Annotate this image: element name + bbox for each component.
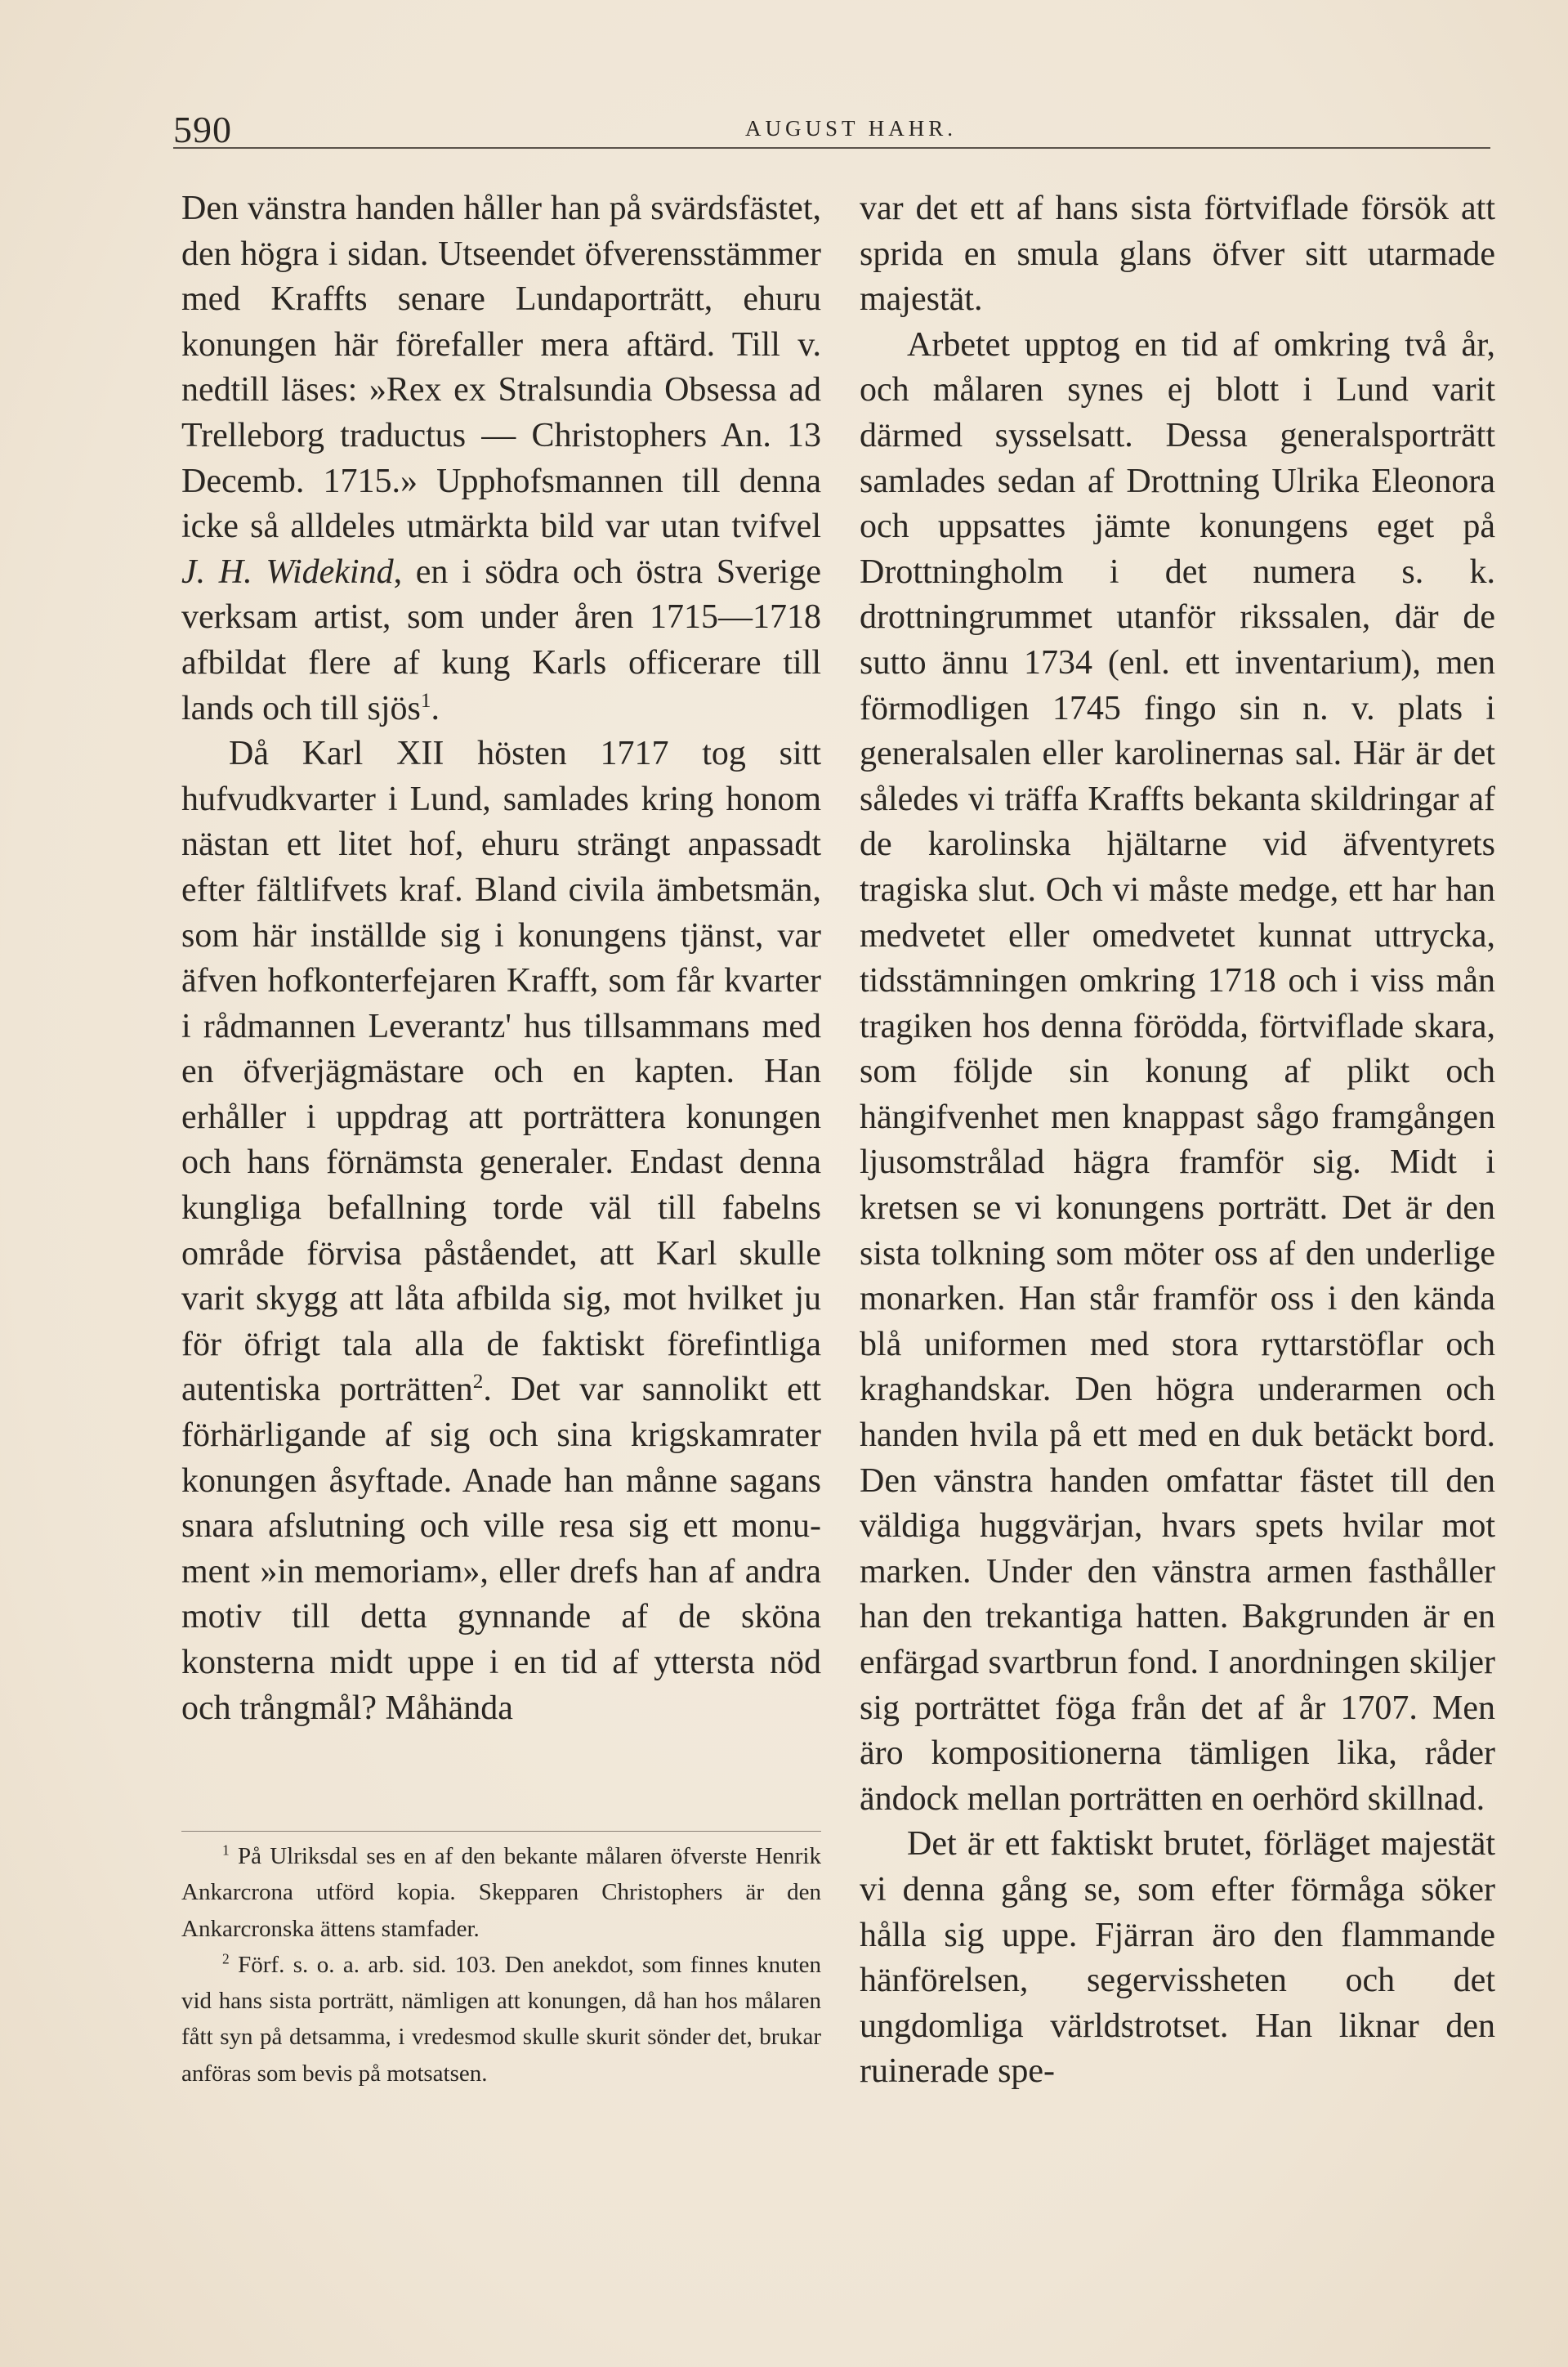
- footnote-ref-1: 1: [420, 689, 431, 712]
- left-p1-end: .: [431, 689, 440, 727]
- footnote-2-mark: 2: [222, 1950, 230, 1967]
- footnotes: [181, 1831, 821, 2092]
- left-p1-rest: , en i södra och östra Sverige verksam artist, som under åren 1715—1718 afbildat flere af kung Karls officerare till lands och till sjös: [181, 553, 821, 727]
- footnote-1: [181, 1838, 821, 1947]
- artist-name: J. H. Widekind: [181, 553, 394, 591]
- footnote-2: [181, 1947, 821, 2092]
- left-p1-text: Den vänstra handen håller han på svärdsfästet, den högra i sidan. Utseendet öfverensstämmer med Kraffts senare Lundaporträtt, ehuru konungen här förefaller mera aftärd. Till v. nedtill läses: »Rex ex Stralsundia Obsessa ad Trelleborg traductus — Christophers An. 13 Decemb. 1715.» Upphofsmannen till denna icke så alldeles utmärkta bild var utan tvifvel: [181, 190, 821, 546]
- right-paragraph-2: Arbetet upptog en tid af omkring två år, och målaren synes ej blott i Lund varit därmed sysselsatt. Dessa generalsporträtt samlades sedan af Drottning Ulrika Eleonora och uppsattes jämte konungens eget på Drottningholm i det numera s. k. drottningrummet utanför rikssalen, där de sutto ännu 1734 (enl. ett inventarium), men förmodligen 1745 fingo sin n. v. plats i generalsalen eller karolinernas sal. Här är det således vi träffa Kraffts bekanta skildringar af de karolinska hjältarne vid äfventyrets tragiska slut. Och vi måste medge, ett har han medvetet eller omedvetet kunnat uttrycka, tidsstämningen omkring 1718 och i viss mån tragiken hos denna förödda, förtviflade skara, som följde sin konung af plikt och hängifvenhet men knappast sågo framgången ljusomstrålad hägra framför sig. Midt i kretsen se vi konungens porträtt. Det är den sista tolkning som möter oss af den underlige monarken. Han står framför oss i den kända blå uniformen med stora ryttarstöflar och kraghandskar. Den högra underarmen och handen hvila på ett med en duk betäckt bord. Den vänstra handen omfattar fästet till den väldiga huggvärjan, hvars spets hvilar mot marken. Under den vänstra armen fasthåller han den trekantiga hatten. Bakgrunden är en enfärgad svartbrun fond. I anordningen skiljer sig porträttet föga från det af år 1707. Men äro kompositionerna tämligen lika, råder ändock mellan porträtten en oerhörd skillnad.: [860, 325, 1495, 1818]
- footnote-ref-2: 2: [472, 1371, 484, 1394]
- page-header: [173, 105, 1490, 154]
- left-column: [181, 186, 821, 1731]
- right-paragraph-3: Det är ett faktiskt brutet, förläget majestät vi denna gång se, som efter förmåga söker hålla sig uppe. Fjärran äro den flammande hänförelsen, segervissheten och det ungdomliga världstrotset. Han liknar den ruinerade spe-: [860, 1825, 1495, 2091]
- footnote-1-mark: 1: [222, 1841, 230, 1859]
- footnote-1-text: På Ulriksdal ses en af den bekante målaren öfverste Henrik Ankarcrona utförd kopia. Skepparen Christophers är den Ankarcronska ättens stamfader.: [181, 1843, 821, 1942]
- left-paragraph-2: [181, 732, 821, 1731]
- left-p2-rest: . Det var sannolikt ett förhärligande af sig och sina krigskamrater konungen åsyftade. Anade han månne sagans snara afslutning och ville resa sig ett monument »in memoriam», eller drefs han af andra motiv till detta gynnande af de sköna konsterna midt uppe i en tid af yttersta nöd och trångmål? Måhända: [181, 1371, 821, 1727]
- header-rule: [173, 147, 1490, 149]
- footnote-2-text: Förf. s. o. a. arb. sid. 103. Den anekdot, som finnes knuten vid hans sista porträtt, nämligen att konungen, då han hos målaren fått syn på detsamma, i vredesmod skulle skurit sönder det, brukar anföras som bevis på motsatsen.: [181, 1951, 821, 2087]
- left-paragraph-1: [181, 186, 821, 732]
- right-paragraph-1: var det ett af hans sista förtviflade försök att sprida en smula glans öfver sitt utarmade majestät.: [860, 190, 1495, 319]
- left-p2-text: Då Karl XII hösten 1717 tog sitt hufvudkvarter i Lund, samlades kring honom nästan ett litet hof, ehuru strängt anpassadt efter fältlifvets kraf. Bland civila ämbetsmän, som här inställde sig i konungens tjänst, var äfven hofkonterfejaren Krafft, som får kvarter i rådmannen Leverantz' hus tillsammans med en öfverjägmästare och en kapten. Han erhåller i uppdrag att porträttera konungen och hans förnämsta generaler. Endast denna kungliga befallning torde väl till fabelns område förvisa påståendet, att Karl skulle varit skygg att låta afbilda sig, mot hvilket ju för öfrigt tala alla de faktiskt förefintliga autentiska porträtten: [181, 735, 821, 1409]
- running-title: AUGUST HAHR.: [745, 116, 958, 141]
- right-column: [860, 186, 1495, 2095]
- page-number: 590: [173, 109, 232, 150]
